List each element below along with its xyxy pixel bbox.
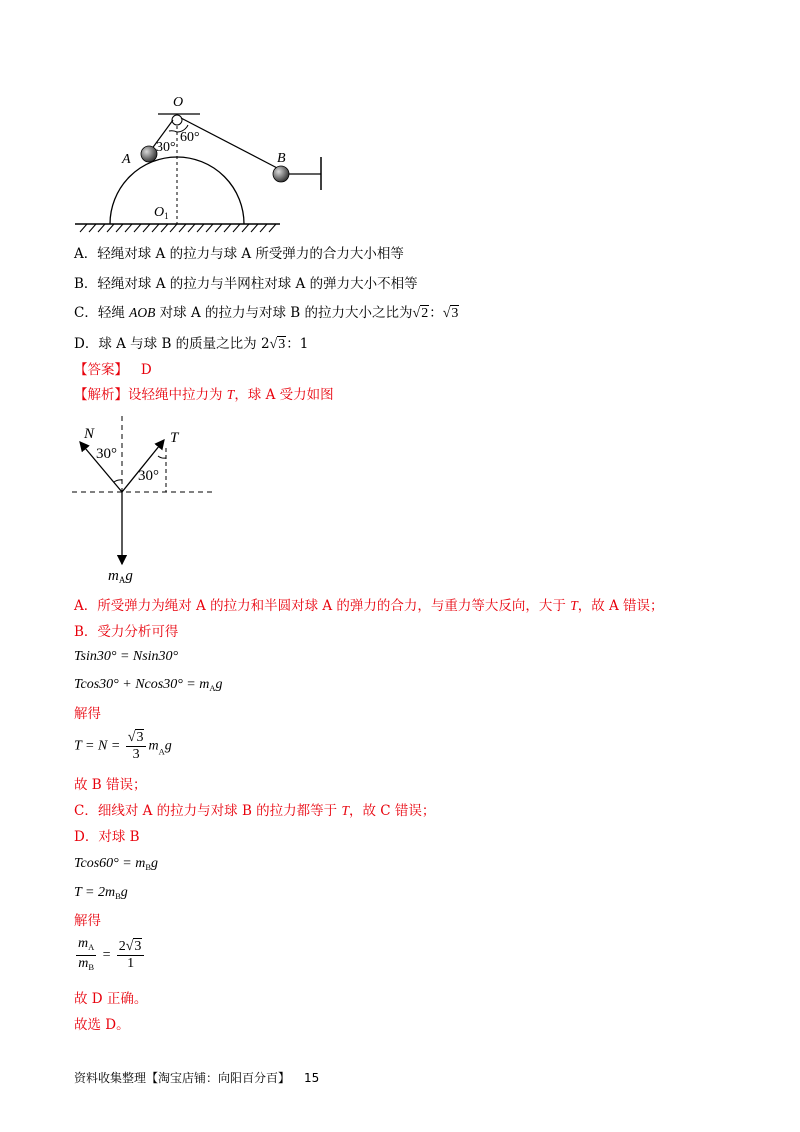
step-a: A．所受弹力为绳对 A 的拉力和半圆对球 A 的弹力的合力，与重力等大反向，大于 T，故 A 错误； — [74, 598, 664, 614]
option-d-prefix: D．球 A 与球 B 的质量之比为 2 — [74, 336, 270, 352]
pulley — [172, 115, 182, 125]
option-d-sqrt3: √3 — [269, 337, 286, 352]
label-b: B — [277, 151, 286, 166]
ball-a — [141, 146, 157, 162]
option-c-aob: AOB — [129, 305, 156, 320]
label-o1: $O_1$ — [154, 205, 169, 221]
equation-1: Tsin30° = Nsin30° — [74, 649, 179, 664]
step-b-head: B．受力分析可得 — [74, 624, 179, 640]
label-n: N — [84, 426, 95, 442]
label-angle-30: 30° — [156, 140, 176, 155]
equation-5: $T = 2m_Bg$ — [74, 885, 128, 901]
ball-b — [273, 166, 289, 182]
solve-label-1: 解得 — [74, 706, 101, 722]
equation-2: $Tcos30^\circ + Ncos30^\circ = m_Ag$ — [74, 677, 223, 693]
footer — [74, 1069, 319, 1086]
option-c-mid: 对球 A 的拉力与对球 B 的拉力大小之比为 — [155, 305, 413, 321]
ground-hatching — [80, 224, 276, 232]
figure-hemisphere-setup — [70, 90, 340, 240]
label-angle-left: 30° — [96, 446, 117, 462]
option-c — [74, 304, 459, 323]
option-b: B．轻绳对球 A 的拉力与半网柱对球 A 的弹力大小不相等 — [74, 276, 418, 292]
option-c-sqrt3: √3 — [442, 306, 459, 321]
page-number: 15 — [304, 1071, 320, 1085]
step-c: C．细线对 A 的拉力与对球 B 的拉力都等于 T，故 C 错误； — [74, 803, 436, 819]
footer-text: 资料收集整理【淘宝店铺：向阳百分百】 — [74, 1071, 291, 1085]
option-d — [74, 335, 308, 354]
analysis-label: 【解析】 — [74, 387, 128, 403]
option-a: A．轻绳对球 A 的拉力与球 A 所受弹力的合力大小相等 — [74, 246, 404, 262]
answer-label: 【答案】 — [74, 362, 128, 378]
option-c-sep: ： — [429, 305, 443, 321]
analysis-intro: 【解析】设轻绳中拉力为 T，球 A 受力如图 — [74, 387, 334, 403]
label-o: O — [173, 95, 184, 110]
figure-force-diagram — [70, 408, 230, 588]
final-answer: 故选 D。 — [74, 1017, 130, 1033]
label-angle-right: 30° — [138, 468, 159, 484]
angle-arc-30 — [169, 131, 177, 132]
hemisphere — [110, 157, 244, 224]
force-t-arrow — [122, 440, 164, 492]
label-a: A — [122, 152, 131, 167]
angle-arc-left — [114, 480, 122, 482]
answer-line — [74, 361, 152, 379]
option-c-sqrt2: √2 — [412, 306, 429, 321]
step-d-head: D．对球 B — [74, 829, 140, 845]
solve-label-2: 解得 — [74, 913, 101, 929]
equation-6: $\frac{m_A}{m_B}$ = $\frac{2√3}{1}$ — [74, 936, 146, 975]
label-t: T — [170, 430, 179, 446]
label-ma-g: $m_Ag$ — [108, 568, 133, 585]
option-d-suffix: ：1 — [286, 336, 309, 352]
step-d-conclusion: 故 D 正确。 — [74, 991, 148, 1007]
equation-3: T = N = $\frac{√3}{3}$ $m_Ag$ — [74, 730, 172, 762]
step-b-conclusion: 故 B 错误； — [74, 777, 147, 793]
label-angle-60: 60° — [180, 130, 200, 145]
equation-4: $Tcos60^\circ = m_Bg$ — [74, 856, 158, 872]
option-c-prefix: C．轻绳 — [74, 305, 130, 321]
angle-arc-right — [158, 456, 166, 458]
answer-value: D — [140, 362, 152, 378]
